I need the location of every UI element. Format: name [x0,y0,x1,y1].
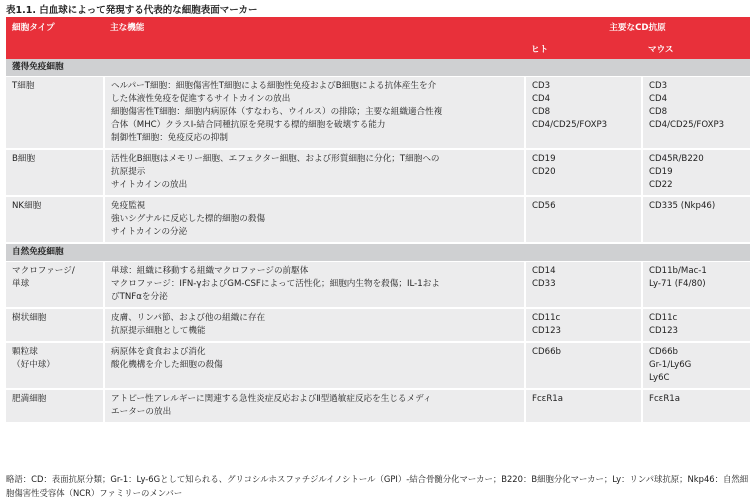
table-row [6,389,750,423]
mouse-cd-line: CD45R/B220 [649,154,704,164]
function-line: ヘルパーT細胞：細胞傷害性T細胞による細胞性免疫およびB細胞による抗体産生を介 [111,81,437,91]
mouse-cd-cell [642,342,750,389]
mouse-cd-cell [642,196,750,243]
function-line: マクロファージ：IFN-γおよびGM-CSFによって活性化；細胞内生物を殺傷；IL-1およ [111,279,440,289]
table-row [6,196,750,243]
function-line: サイトカインの放出 [111,180,188,190]
human-cd-cell [525,196,642,243]
human-cd-cell [525,308,642,342]
mouse-cd-line: Ly6C [649,373,670,383]
mouse-cd-line: CD22 [649,180,673,190]
human-cd-line: CD33 [532,279,556,289]
mouse-cd-line: CD335 (Nkp46) [649,201,716,211]
function-line: 酸化機構を介した細胞の殺傷 [111,360,223,370]
function-line: 活性化B細胞はメモリー細胞、エフェクター細胞、および形質細胞に分化；T細胞への [111,154,440,164]
human-cd-line: CD4 [532,94,551,104]
cell-type-cell [6,342,104,389]
human-cd-cell [525,77,642,150]
function-cell [104,308,525,342]
human-cd-cell [525,262,642,309]
function-cell [104,262,525,309]
header-human: ヒト [525,42,642,59]
human-cd-line: CD19 [532,154,556,164]
header-main-function: 主な機能 [104,17,525,59]
table-row [6,149,750,196]
function-line: 病原体を貪食および消化 [111,347,206,357]
function-line: サイトカインの分泌 [111,227,188,237]
table-row [6,262,750,309]
table-row [6,342,750,389]
human-cd-line: CD8 [532,107,551,117]
human-cd-line: CD123 [532,326,562,336]
function-line: びTNFαを分泌 [111,292,168,302]
function-line: 抗原提示 [111,167,146,177]
function-line: 皮膚、リンパ節、および他の組織に存在 [111,313,266,323]
mouse-cd-line: CD11c [649,313,678,323]
mouse-cd-line: FcεR1a [649,394,681,404]
human-cd-line: CD14 [532,266,556,276]
human-cd-cell [525,149,642,196]
mouse-cd-line: CD4 [649,94,668,104]
cell-type-line: 肥満細胞 [12,394,47,404]
mouse-cd-line: CD66b [649,347,679,357]
human-cd-cell [525,342,642,389]
cd-marker-table [6,17,750,424]
function-line: 合体（MHC）クラスI-結合同種抗原を発現する標的細胞を破壊する能力 [111,120,386,130]
cell-type-line: マクロファージ/ [12,266,75,276]
human-cd-line: CD56 [532,201,556,211]
function-line: 単球：組織に移動する組織マクロファージの前駆体 [111,266,309,276]
cell-type-line: NK細胞 [12,201,42,211]
cell-type-line: 樹状細胞 [12,313,47,323]
mouse-cd-cell [642,77,750,150]
mouse-cd-cell [642,389,750,423]
mouse-cd-cell [642,262,750,309]
mouse-cd-line: CD8 [649,107,668,117]
mouse-cd-cell [642,149,750,196]
cell-type-cell [6,308,104,342]
table-body [6,59,750,423]
section-title: 獲得免疫細胞 [6,59,750,77]
section-row [6,243,750,262]
abbreviations-footnote: 略語：CD：表面抗原分類；Gr-1：Ly-6Gとして知られる、グリコシルホスファチジルイノシトール（GPI）-結合骨髄分化マーカー；B220：B細胞分化マーカー；Ly：リンパ球抗原；Nkp46：自然細胞傷害性受容体（NCR）ファミリーのメンバー [6,474,749,498]
function-cell [104,196,525,243]
human-cd-line: FcεR1a [532,394,564,404]
mouse-cd-line: CD4/CD25/FOXP3 [649,120,725,130]
table-header [6,17,750,59]
section-row [6,59,750,77]
mouse-cd-line: CD19 [649,167,673,177]
cell-type-cell [6,77,104,150]
cell-type-cell [6,149,104,196]
table-row [6,77,750,150]
function-cell [104,77,525,150]
header-cd-antigens: 主要なCD抗原 [525,17,750,42]
header-cell-type: 細胞タイプ [6,17,104,59]
cell-type-line: （好中球） [12,360,55,370]
table-caption: 表1.1. 白血球によって発現する代表的な細胞表面マーカー [6,5,258,16]
cell-type-line: 顆粒球 [12,347,38,357]
function-line: 制御性T細胞：免疫反応の抑制 [111,133,228,143]
human-cd-line: CD20 [532,167,556,177]
section-title: 自然免疫細胞 [6,243,750,262]
human-cd-line: CD3 [532,81,551,91]
cell-type-line: T細胞 [12,81,35,91]
mouse-cd-cell [642,308,750,342]
function-line: 抗原提示細胞として機能 [111,326,206,336]
table-row [6,308,750,342]
human-cd-cell [525,389,642,423]
cell-type-cell [6,196,104,243]
function-line: 強いシグナルに反応した標的細胞の殺傷 [111,214,266,224]
mouse-cd-line: CD3 [649,81,668,91]
function-cell [104,342,525,389]
function-line: 細胞傷害性T細胞：細胞内病原体（すなわち、ウイルス）の排除；主要な組織適合性複 [111,107,443,117]
mouse-cd-line: Ly-71 (F4/80) [649,279,706,289]
mouse-cd-line: Gr-1/Ly6G [649,360,692,370]
mouse-cd-line: CD11b/Mac-1 [649,266,707,276]
cell-type-line: B細胞 [12,154,36,164]
cell-type-cell [6,389,104,423]
human-cd-line: CD11c [532,313,561,323]
cell-type-line: 単球 [12,279,30,289]
function-line: 免疫監視 [111,201,146,211]
function-cell [104,389,525,423]
human-cd-line: CD4/CD25/FOXP3 [532,120,608,130]
cell-type-cell [6,262,104,309]
mouse-cd-line: CD123 [649,326,679,336]
human-cd-line: CD66b [532,347,562,357]
function-line: した体液性免疫を促進するサイトカインの放出 [111,94,291,104]
function-line: エーターの放出 [111,407,172,417]
function-line: アトピー性アレルギーに関連する急性炎症反応およびⅡ型過敏症反応を生じるメディ [111,394,432,404]
header-mouse: マウス [642,42,750,59]
function-cell [104,149,525,196]
